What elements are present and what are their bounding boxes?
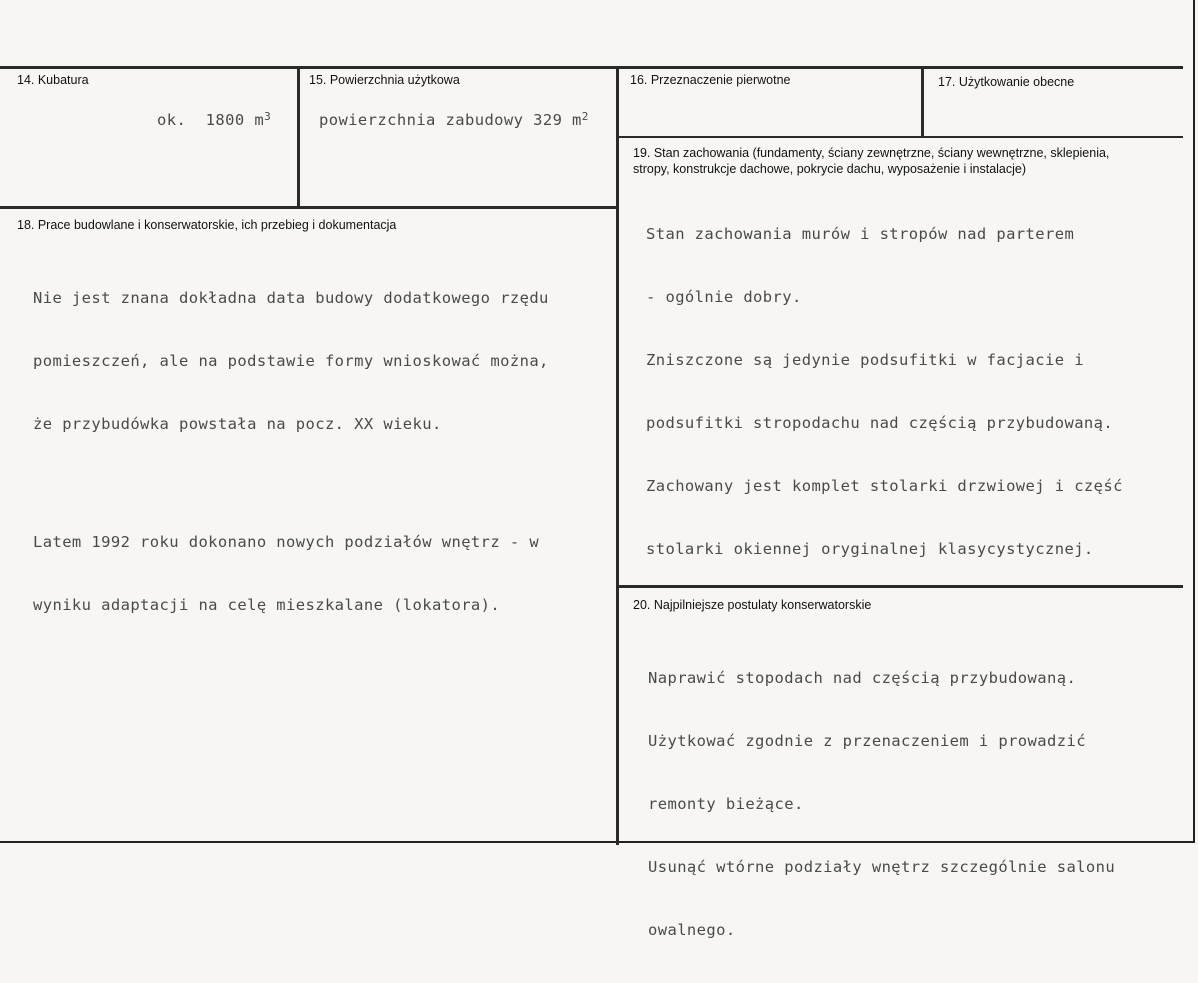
field-19-label-2: stropy, konstrukcje dachowe, pokrycie dachu, wyposażenie i instalacje): [633, 162, 1027, 176]
field-20-label: 20. Najpilniejsze postulaty konserwatorskie: [633, 598, 872, 612]
field-18-line: wyniku adaptacji na celę mieszkalane (lokatora).: [33, 596, 501, 614]
divider-16-17: [921, 66, 924, 138]
field-16-value: [646, 108, 918, 136]
field-19-line: Zachowany jest komplet stolarki drzwiowej i część: [646, 477, 1123, 495]
field-20-line: remonty bieżące.: [648, 795, 804, 813]
field-15-value-text: powierzchnia zabudowy 329 m: [319, 111, 582, 129]
field-18-line: Latem 1992 roku dokonano nowych podziałów wnętrz - w: [33, 533, 540, 551]
divider-15-16: [616, 66, 619, 845]
divider-14-15: [297, 66, 300, 208]
field-20-value: [648, 626, 1115, 983]
field-18-line: Nie jest znana dokładna data budowy dodatkowego rzędu: [33, 289, 549, 307]
field-19-value: [646, 182, 1123, 602]
field-16-label: 16. Przeznaczenie pierwotne: [630, 73, 791, 87]
field-17-label: 17. Użytkowanie obecne: [938, 75, 1075, 89]
field-19-line: podsufitki stropodachu nad częścią przybudowaną.: [646, 414, 1114, 432]
field-18-line: że przybudówka powstała na pocz. XX wieku.: [33, 415, 442, 433]
top-rule: [0, 66, 1183, 69]
field-18-value: [33, 246, 549, 658]
field-14-value: [157, 110, 271, 132]
field-14-label: 14. Kubatura: [17, 73, 89, 87]
field-20-line: Usunąć wtórne podziały wnętrz szczególnie salonu: [648, 858, 1116, 876]
field-19-line: Stan zachowania murów i stropów nad parterem: [646, 225, 1075, 243]
field-19-line: - ogólnie dobry.: [646, 288, 802, 306]
field-20-line: owalnego.: [648, 921, 736, 939]
field-17-value: [938, 106, 1178, 136]
rule-15-18: [0, 206, 619, 209]
field-20-line: Naprawić stopodach nad częścią przybudowaną.: [648, 669, 1077, 687]
rule-16-19: [616, 136, 1183, 138]
field-15-label: 15. Powierzchnia użytkowa: [309, 73, 460, 87]
field-18-label: 18. Prace budowlane i konserwatorskie, ich przebieg i dokumentacja: [17, 218, 397, 232]
field-14-value-text: ok. 1800 m: [157, 111, 265, 129]
field-18-line: pomieszczeń, ale na podstawie formy wnioskować można,: [33, 352, 549, 370]
field-15-unit-sup: 2: [581, 110, 589, 123]
field-19-line: Zniszczone są jedynie podsufitki w facjacie i: [646, 351, 1084, 369]
field-14-unit-sup: 3: [264, 110, 272, 123]
field-19-label-1: 19. Stan zachowania (fundamenty, ściany zewnętrzne, ściany wewnętrzne, sklepienia,: [633, 146, 1110, 160]
field-15-value: [319, 110, 589, 132]
field-19-line: stolarki okiennej oryginalnej klasycystycznej.: [646, 540, 1094, 558]
field-20-line: Użytkować zgodnie z przenaczeniem i prowadzić: [648, 732, 1086, 750]
field-18-line: [33, 477, 549, 490]
